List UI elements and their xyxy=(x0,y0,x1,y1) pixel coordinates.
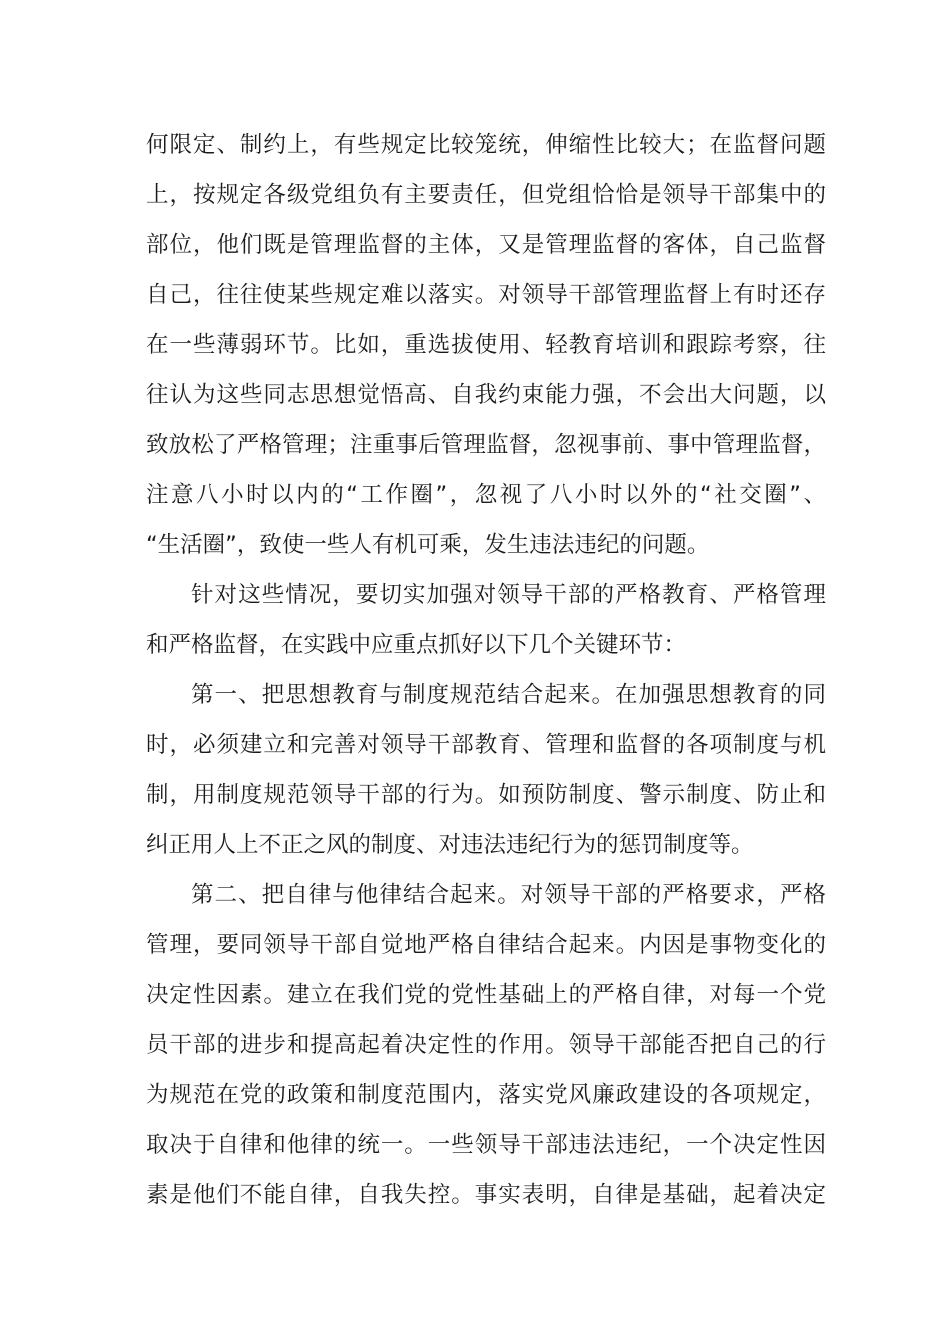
text-line: 素是他们不能自律，自我失控。事实表明，自律是基础，起着决定 xyxy=(146,1182,826,1208)
text-line: 在一些薄弱环节。比如，重选拔使用、轻教育培训和跟踪考察，往 xyxy=(146,332,826,358)
text-line: 管理，要同领导干部自觉地严格自律结合起来。内因是事物变化的 xyxy=(146,932,826,958)
text-line: 员干部的进步和提高起着决定性的作用。领导干部能否把自己的行 xyxy=(146,1032,826,1058)
text-line: 决定性因素。建立在我们党的党性基础上的严格自律，对每一个党 xyxy=(146,982,826,1008)
text-line: 时，必须建立和完善对领导干部教育、管理和监督的各项制度与机 xyxy=(146,732,826,758)
text-line: 取决于自律和他律的统一。一些领导干部违法违纪，一个决定性因 xyxy=(146,1132,826,1158)
text-line: 制，用制度规范领导干部的行为。如预防制度、警示制度、防止和 xyxy=(146,782,826,808)
text-line: 纠正用人上不正之风的制度、对违法违纪行为的惩罚制度等。 xyxy=(146,832,754,858)
text-line: “生活圈”，致使一些人有机可乘，发生违法违纪的问题。 xyxy=(146,532,710,558)
text-line: 部位，他们既是管理监督的主体，又是管理监督的客体，自己监督 xyxy=(146,232,826,258)
text-line: 上，按规定各级党组负有主要责任，但党组恰恰是领导干部集中的 xyxy=(146,182,826,208)
text-line: 何限定、制约上，有些规定比较笼统，伸缩性比较大；在监督问题 xyxy=(146,132,826,158)
paragraph-first-line: 第二、把自律与他律结合起来。对领导干部的严格要求，严格 xyxy=(191,882,826,908)
text-line: 为规范在党的政策和制度范围内，落实党风廉政建设的各项规定， xyxy=(146,1082,826,1108)
text-line: 往认为这些同志思想觉悟高、自我约束能力强，不会出大问题，以 xyxy=(146,382,826,408)
paragraph-first-line: 针对这些情况，要切实加强对领导干部的严格教育、严格管理 xyxy=(191,582,826,608)
text-line: 注意八小时以内的“工作圈”，忽视了八小时以外的“社交圈”、 xyxy=(146,482,826,508)
text-line: 和严格监督，在实践中应重点抓好以下几个关键环节： xyxy=(146,632,687,658)
text-line: 自己，往往使某些规定难以落实。对领导干部管理监督上有时还存 xyxy=(146,282,826,308)
text-line: 致放松了严格管理；注重事后管理监督，忽视事前、事中管理监督， xyxy=(146,432,826,458)
paragraph-first-line: 第一、把思想教育与制度规范结合起来。在加强思想教育的同 xyxy=(191,682,826,708)
